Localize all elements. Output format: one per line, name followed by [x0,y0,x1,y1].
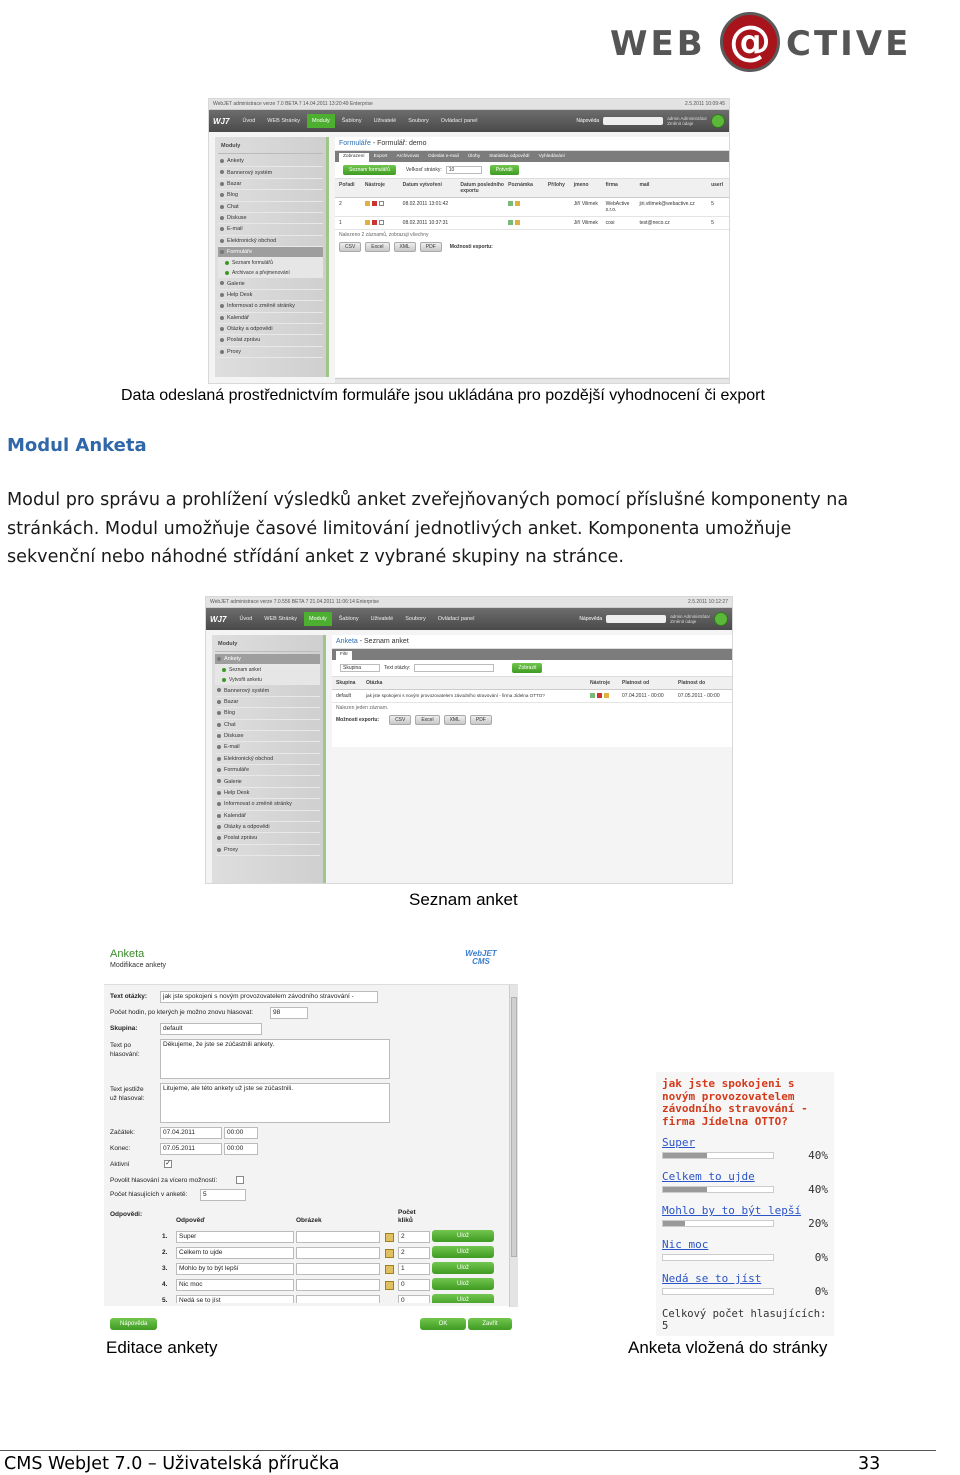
sidebar-header: Moduly [218,141,323,154]
modules-sidebar [215,137,329,377]
col-platnost-od[interactable]: Platnost od [622,680,650,686]
sidebar-item[interactable]: Ankety [218,156,323,167]
sidebar-sub-item[interactable]: Seznam anket [215,665,320,675]
col-image: Obrázek [296,1217,322,1224]
sidebar-header: Moduly [215,639,320,652]
poll-list-screenshot [205,596,733,884]
answer-image-input[interactable] [296,1247,380,1259]
admin-topbar [209,99,729,110]
tab-export[interactable]: Export [373,154,388,159]
poll-answer-link[interactable]: Celkem to ujde [662,1170,755,1183]
search-input[interactable] [606,615,666,623]
nav-web-stranky[interactable]: WEB Stránky [264,616,297,622]
caption-forms: Data odeslaná prostřednictvím formuláře jsou ukládána pro pozdější vyhodnocení či export [121,387,765,404]
webactive-logo [590,8,950,78]
nav-uvod[interactable]: Úvod [239,616,253,622]
caption-poll-embedded: Anketa vložená do stránky [628,1338,828,1357]
poll-answer-link[interactable]: Super [662,1136,696,1149]
title-module: Anketa [336,638,358,645]
poll-result-fill [663,1221,685,1226]
col-firma[interactable]: firma [605,182,618,188]
sidebar-item[interactable]: Kalendář [215,811,320,822]
tab-vyhledavani[interactable]: Vyhledávání [538,154,565,159]
table-header [335,179,730,198]
paragraph-line: stránkách. Modul umožňuje časové limitování jednotlivých anket. Komponenta umožňuje [7,518,792,539]
user-name: admin Administrátor [670,614,710,619]
export-xml[interactable]: XML [444,715,466,725]
answer-row [104,1245,518,1261]
sidebar-item[interactable]: Diskuse [218,213,323,224]
col-answer: Odpověď [176,1217,205,1224]
help-link[interactable]: Nápověda [576,118,600,124]
col-jmeno[interactable]: jmeno [573,182,589,188]
show-button[interactable]: Zobrazit [512,663,542,673]
image-browse-icon[interactable] [385,1233,394,1242]
form-title: Anketa [110,948,145,960]
nav-right [576,114,729,128]
nav-ovladaci-panel[interactable]: Ovládací panel [437,616,475,622]
sidebar-item[interactable]: Bannerový systém [218,167,323,178]
user-info [667,116,707,126]
sidebar-item[interactable]: Bannerový systém [215,685,320,696]
found-text: Nalezen jeden záznam. [336,705,389,711]
cell-mail: jiri.vilimek@webactive.cz [639,201,695,207]
version-text: WebJET administrace verze 7.0 BETA 7 14.04.2011 13:20:49 Enterprise [213,101,373,107]
answer-clicks-input[interactable]: 2 [398,1247,430,1259]
poll-result-fill [663,1153,707,1158]
tab-bar [335,151,730,162]
cell-date: 08.02.2011 13:01:42 [402,201,449,207]
logo-text-right: CTIVE [786,24,912,64]
image-browse-icon[interactable] [385,1281,394,1290]
poll-answer [662,1136,828,1162]
voted-textarea[interactable]: Děkujeme, že jste se zúčastnili ankety. [160,1039,390,1079]
tab-statistika[interactable]: Statistika odpovědí [489,154,530,159]
group-select[interactable]: Skupina [340,664,380,672]
table-row [332,690,733,703]
change-profile-link[interactable]: Změnit údaje [667,121,694,126]
poll-answer-link[interactable]: Nic moc [662,1238,709,1251]
power-icon[interactable] [711,114,725,128]
sidebar-item[interactable]: Informovat o změně stránky [215,799,320,810]
webjet-logo: WJ7 [210,614,227,624]
nav-ovladaci-panel[interactable]: Ovládací panel [440,118,478,124]
answer-text-input[interactable]: Super [176,1231,294,1243]
nav-web-stranky[interactable]: WEB Stránky [267,118,300,124]
poll-result-bar [662,1288,774,1295]
col-poznamka[interactable]: Poznámka [508,182,533,188]
sidebar-item[interactable]: E-mail [215,742,320,753]
cell-order: 1 [339,220,342,226]
nav-sablony[interactable]: Šablony [341,118,362,124]
sidebar-item[interactable]: Bazar [218,179,323,190]
sidebar-item[interactable]: Otázky a odpovědi [215,822,320,833]
nav-right [579,612,732,626]
cell-from: 07.04.2011 - 00:00 [622,693,664,699]
cell-date: 08.02.2011 10:37:31 [402,220,449,226]
user-info [670,614,710,624]
export-bar [332,713,733,727]
export-pdf[interactable]: PDF [420,242,442,252]
user-name: admin Administrátor [667,116,707,121]
tab-archivovat[interactable]: Archivovat [396,154,419,159]
cell-firma: cosi [605,220,615,226]
poll-answer [662,1170,828,1196]
sidebar-item[interactable]: Poslat zprávu [218,335,323,346]
answer-clicks-input[interactable]: 1 [398,1263,430,1275]
answer-save-button[interactable]: Ulož [432,1294,494,1303]
sidebar-item[interactable]: Chat [215,720,320,731]
answer-image-input[interactable] [296,1279,380,1291]
answer-number: 1. [162,1233,168,1240]
tab-filtr[interactable]: Filtr [336,651,352,660]
already-voted-label: Text jestliže už hlasoval: [110,1086,145,1102]
cell-question[interactable]: jak jste spokojeni s novým provozovatelem závodního stravování - firma Jídelna OTTO? [366,693,545,698]
modules-sidebar [212,635,326,883]
poll-result-percent: 40% [808,1183,828,1196]
admin-navbar [206,608,732,630]
poll-answer-link[interactable]: Mohlo by to být lepší [662,1204,802,1217]
answer-row [104,1277,518,1293]
hours-label: Počet hodin, po kterých je možno znovu hlasovat: [110,1009,254,1016]
nav-moduly[interactable]: Moduly [307,114,335,128]
answer-save-button[interactable]: Ulož [432,1262,494,1274]
poll-widget [656,1072,834,1336]
poll-list-main [332,635,733,747]
cell-mail: test@neco.cz [639,220,670,226]
cell-order: 2 [339,201,342,207]
col-clicks: Počet kliků [398,1209,416,1224]
export-csv[interactable]: CSV [339,242,361,252]
sidebar-item[interactable]: Blog [218,190,323,201]
tab-bar [332,649,733,660]
end-date-input[interactable]: 07.05.2011 [160,1143,222,1155]
page-size-label: Veľkosť stránky: [405,167,442,173]
answer-number: 3. [162,1265,168,1272]
start-label: Začátek: [110,1129,135,1136]
sidebar-item[interactable]: Elektronický obchod [215,754,320,765]
answers-label: Odpovědi: [110,1211,143,1218]
sidebar-item[interactable]: Help Desk [218,290,323,301]
form-list-button[interactable]: Seznam formulářů [343,165,396,175]
change-profile-link[interactable]: Změnit údaje [670,619,697,624]
col-datum-vytvoreni[interactable]: Datum vytvoření [402,182,442,188]
page-number: 33 [858,1454,881,1474]
filter-label: Text otázky: [384,665,411,671]
cell-to: 07.05.2011 - 00:00 [678,693,720,699]
sidebar-item[interactable]: Elektronický obchod [218,236,323,247]
help-link[interactable]: Nápověda [579,616,603,622]
row-tools-icons[interactable] [365,201,403,213]
forms-toolbar [335,162,730,179]
logo-at-icon: @ [720,12,780,72]
poll-answer [662,1272,828,1298]
search-input[interactable] [603,117,663,125]
footer-rule [0,1450,936,1451]
export-label: Možnosti exportu: [449,244,493,250]
active-label: Aktivní [110,1161,130,1168]
col-mail[interactable]: mail [639,182,650,188]
sidebar-item[interactable]: E-mail [218,224,323,235]
sidebar-item-ankety[interactable]: Ankety [215,654,320,665]
admin-navbar [209,110,729,132]
table-row [335,198,730,217]
cell-user: 5 [711,201,714,207]
sidebar-item[interactable]: Diskuse [215,731,320,742]
col-datum-exportu[interactable]: Datum posledního exportu [460,182,504,194]
ok-button[interactable]: OK [420,1318,466,1330]
active-checkbox[interactable]: ✓ [165,1160,171,1167]
page-size-input[interactable]: 10 [446,166,482,174]
poll-result-percent: 20% [808,1217,828,1230]
title-form: - Formulář: demo [370,140,427,147]
end-time-input[interactable]: 00:00 [224,1143,258,1155]
poll-answer-link[interactable]: Nedá se to jíst [662,1272,762,1285]
export-xml[interactable]: XML [394,242,416,252]
nav-uzivatele[interactable]: Uživatelé [373,118,397,124]
nav-soubory[interactable]: Soubory [408,118,429,124]
cell-group: default [336,693,352,699]
answer-row [104,1229,518,1245]
forms-main [335,137,730,377]
page-title [332,635,733,649]
group-label: Skupina: [110,1025,138,1032]
end-label: Konec: [110,1145,131,1152]
poll-question: jak jste spokojeni s novým provozovatelem závodního stravování - firma Jídelna OTTO? [662,1077,808,1128]
confirm-button[interactable]: Potvrdit [490,165,519,175]
col-userl[interactable]: userl [711,182,724,188]
tab-odeslat[interactable]: Odeslat e-mail [427,154,459,159]
nav-uzivatele[interactable]: Uživatelé [370,616,394,622]
cell-jmeno: Jiří Vilimek [573,220,598,226]
nav-sablony[interactable]: Šablony [338,616,359,622]
note-icons[interactable] [508,201,574,213]
power-icon[interactable] [714,612,728,626]
nav-uvod[interactable]: Úvod [242,118,256,124]
table-row [335,217,730,230]
multi-checkbox[interactable] [236,1176,244,1184]
answer-clicks-input[interactable]: 0 [398,1279,430,1291]
group-input[interactable]: default [160,1023,262,1035]
poll-result-bar [662,1220,774,1227]
answer-image-input[interactable] [296,1295,380,1303]
vertical-scrollbar[interactable] [509,985,518,1307]
start-date-input[interactable]: 07.04.2011 [160,1127,222,1139]
question-label: Text otázky: [110,993,148,1000]
sidebar-sub-item[interactable]: Seznam formulářů [218,258,323,268]
sidebar-item[interactable]: Galerie [218,278,323,289]
voters-input[interactable]: 5 [200,1189,246,1201]
title-module: Formuláře [339,140,371,147]
col-poradi[interactable]: Pořadí [339,182,355,188]
answer-text-input[interactable]: Celkem to ujde [176,1247,294,1259]
date-text: 2.5.2011 10:12:27 [688,599,728,605]
col-nastroje: Nástroje [590,680,611,686]
export-excel[interactable]: Excel [415,715,439,725]
image-browse-icon[interactable] [385,1249,394,1258]
answer-number: 2. [162,1249,168,1256]
sidebar-item[interactable]: Kalendář [218,313,323,324]
sidebar-item[interactable]: Proxy [218,347,323,358]
paragraph-line: sekvenční nebo náhodné střídání anket z vybrané skupiny na stránce. [7,547,624,567]
poll-result-percent: 0% [814,1285,828,1298]
nav-soubory[interactable]: Soubory [405,616,426,622]
table-header [332,677,733,690]
question-input[interactable]: jak jste spokojeni s novým provozovatelem závodního stravování - [160,991,378,1003]
answer-text-input[interactable]: Mohlo by to být lepší [176,1263,294,1275]
multi-label: Povolit hlasování za vícero možností: [110,1177,218,1184]
answer-image-input[interactable] [296,1231,380,1243]
poll-result-percent: 40% [808,1149,828,1162]
sidebar-item[interactable]: Galerie [215,776,320,787]
answer-clicks-input[interactable]: 2 [398,1231,430,1243]
sidebar-item[interactable]: Informovat o změně stránky [218,301,323,312]
voted-label: Text po hlasování: [110,1042,140,1058]
col-nastroje: Nástroje [364,182,385,188]
form-subtitle: Modifikace ankety [110,962,167,969]
poll-result-percent: 0% [814,1251,828,1264]
caption-poll-list: Seznam anket [409,890,518,909]
sidebar-item-formulare[interactable]: Formuláře [218,247,323,258]
export-excel[interactable]: Excel [365,242,389,252]
note-icons[interactable] [508,220,574,226]
webjet-cms-logo: WebJET CMS [465,949,497,966]
form-panel [104,984,518,1306]
col-prilohy[interactable]: Přílohy [547,182,565,188]
forms-screenshot [208,98,730,384]
image-browse-icon[interactable] [385,1265,394,1274]
sidebar-item[interactable]: Help Desk [215,788,320,799]
tab-zobrazeni[interactable]: Zobrazení [339,153,369,162]
cell-jmeno: Jiří Vilimek [573,201,598,207]
poll-result-bar [662,1152,774,1159]
sidebar-item[interactable]: Otázky a odpovědi [218,324,323,335]
row-tools-icons[interactable] [365,220,403,226]
scrollbar-thumb[interactable] [511,997,517,1257]
logo-text-left: WEB [610,24,706,64]
section-title: Modul Anketa [7,435,147,456]
body-paragraph [7,486,957,572]
date-text: 2.5.2011 10:09:45 [685,101,725,107]
export-pdf[interactable]: PDF [470,715,492,725]
col-skupina[interactable]: Skupina [336,680,356,686]
answer-save-button[interactable]: Ulož [432,1278,494,1290]
caption-edit-poll: Editace ankety [106,1338,218,1357]
answer-image-input[interactable] [296,1263,380,1275]
admin-topbar [206,597,732,608]
cell-user: 5 [711,220,714,226]
answer-clicks-input[interactable]: 0 [398,1295,430,1303]
hours-input[interactable]: 98 [270,1007,308,1019]
sidebar-item[interactable]: Blog [215,708,320,719]
answer-row [104,1293,518,1303]
poll-answers [662,1136,828,1298]
col-otazka[interactable]: Otázka [366,680,383,686]
export-label: Možnosti exportu: [336,717,380,723]
horizontal-scrollbar[interactable] [335,378,729,384]
version-text: WebJET administrace verze 7.0.556 BETA 7 21.04.2011 11:06:14 Enterprise [210,599,380,605]
help-button[interactable]: Nápověda [110,1318,157,1330]
footer-text: CMS WebJet 7.0 – Uživatelská příručka [4,1454,340,1474]
export-csv[interactable]: CSV [389,715,411,725]
answer-row [104,1261,518,1277]
sidebar-item[interactable]: Proxy [215,845,320,856]
tab-ulohy[interactable]: Úlohy [467,154,481,159]
poll-result-bar [662,1254,774,1261]
sidebar-item[interactable]: Bazar [215,697,320,708]
sidebar-sub-item[interactable]: Vytvořit anketu [215,675,320,685]
webjet-logo: WJ7 [213,116,230,126]
sidebar-item[interactable]: Chat [218,202,323,213]
close-button[interactable]: Zavřít [468,1318,512,1330]
title-sub: - Seznam anket [357,638,409,645]
answer-save-button[interactable]: Ulož [432,1246,494,1258]
answer-text-input[interactable]: Nedá se to jíst [176,1295,294,1303]
poll-answer [662,1204,828,1230]
question-filter-input[interactable] [414,664,494,672]
answer-save-button[interactable]: Ulož [432,1230,494,1242]
sidebar-item[interactable]: Poslat zprávu [215,833,320,844]
start-time-input[interactable]: 00:00 [224,1127,258,1139]
paragraph-line: Modul pro správu a prohlížení výsledků anket zveřejňovaných pomocí příslušné komponenty na [7,490,849,510]
answer-number: 5. [162,1297,168,1303]
voters-label: Počet hlasujících v anketě: [110,1191,188,1198]
sidebar-sub-item[interactable]: Archivace a přejmenování [218,268,323,278]
poll-edit-form [104,942,518,1338]
poll-answer [662,1238,828,1264]
answer-number: 4. [162,1281,168,1288]
filter-bar [332,660,733,677]
poll-total: Celkový počet hlasujících: 5 [662,1308,827,1332]
export-bar [335,240,730,254]
answer-text-input[interactable]: Nic moc [176,1279,294,1291]
sidebar-item[interactable]: Formuláře [215,765,320,776]
poll-result-fill [663,1187,707,1192]
found-text: Nalezeno 2 záznamů, zobrazuji všechny [339,232,429,238]
nav-moduly[interactable]: Moduly [304,612,332,626]
page-title [335,137,730,151]
row-tools-icons[interactable] [590,693,622,699]
cell-firma: WebActive s.r.o. [605,201,630,213]
col-platnost-do[interactable]: Platnost do [678,680,706,686]
already-voted-textarea[interactable]: Litujeme, ale této ankety už jste se zúčastnili. [160,1083,390,1123]
poll-result-bar [662,1186,774,1193]
